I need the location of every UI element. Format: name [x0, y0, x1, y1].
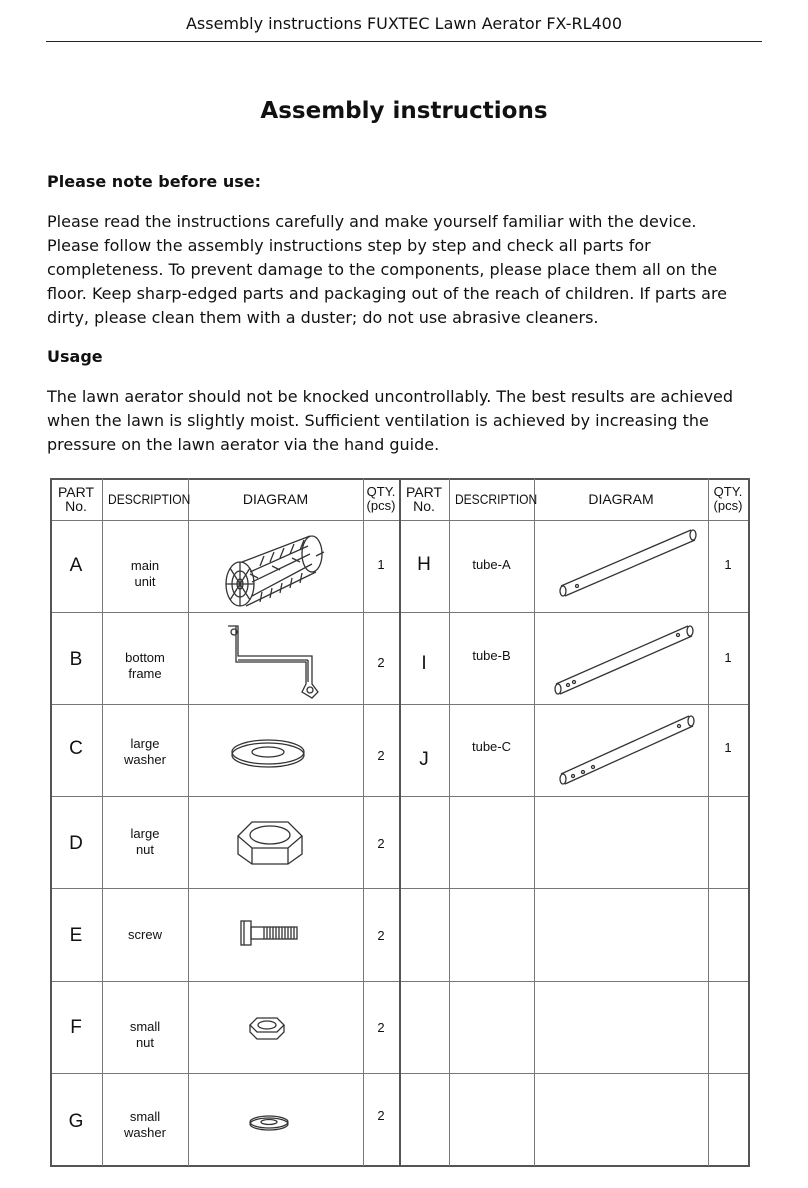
usage-heading: Usage	[47, 347, 103, 366]
part-g-qty: 2	[377, 1108, 385, 1123]
part-a-qty: 1	[377, 557, 385, 572]
part-h-qty: 1	[724, 557, 732, 572]
part-d-letter: D	[69, 833, 83, 854]
table-rule	[188, 478, 189, 1166]
header-rule	[46, 41, 762, 42]
part-a-description: main unit	[130, 558, 160, 589]
parts-table	[50, 478, 750, 1166]
usage-line: when the lawn is slightly moist. Sufficient ventilation is achieved by increasing the	[47, 411, 709, 430]
header-diagram: DIAGRAM	[588, 491, 654, 507]
part-g-description: small washer	[124, 1109, 166, 1140]
note-paragraph	[47, 210, 760, 330]
small-washer-diagram	[248, 1114, 290, 1134]
page-title: Assembly instructions	[260, 98, 548, 124]
usage-line: The lawn aerator should not be knocked uncontrollably. The best results are achieved	[47, 387, 734, 406]
table-rule	[534, 478, 535, 1166]
part-j-qty: 1	[724, 740, 732, 755]
part-d-description: large nut	[130, 826, 160, 857]
header-part: PART No.	[405, 484, 443, 514]
note-line: dirty, please clean them with a duster; do not use abrasive cleaners.	[47, 308, 599, 327]
table-rule	[363, 478, 364, 1166]
note-line: completeness. To prevent damage to the components, please place them all on the	[47, 260, 718, 279]
note-line: Please follow the assembly instructions step by step and check all parts for	[47, 236, 651, 255]
part-e-qty: 2	[377, 928, 385, 943]
part-d-qty: 2	[377, 836, 385, 851]
table-rule	[50, 478, 52, 1166]
part-j-letter: J	[419, 749, 429, 770]
part-h-letter: H	[417, 554, 431, 575]
part-i-qty: 1	[724, 650, 732, 665]
header-description: DESCRIPTION	[108, 491, 191, 507]
table-rule	[748, 478, 750, 1166]
header-diagram: DIAGRAM	[242, 491, 309, 507]
small-nut-diagram	[248, 1016, 286, 1042]
note-heading: Please note before use:	[47, 172, 261, 191]
part-f-qty: 2	[377, 1020, 385, 1035]
table-rule	[399, 478, 401, 1166]
part-b-letter: B	[69, 649, 83, 670]
bottom-frame-diagram	[222, 620, 332, 700]
header-qty: QTY. (pcs)	[713, 484, 743, 513]
tube-a-diagram	[555, 526, 699, 602]
part-f-letter: F	[70, 1017, 82, 1038]
part-b-qty: 2	[377, 655, 385, 670]
part-i-description: tube-B	[472, 648, 511, 663]
part-e-letter: E	[69, 925, 83, 946]
header-qty: QTY. (pcs)	[366, 484, 396, 513]
tube-c-diagram	[555, 712, 699, 790]
part-j-description: tube-C	[471, 739, 512, 754]
part-f-description: small nut	[129, 1019, 161, 1050]
part-a-letter: A	[69, 555, 83, 576]
part-c-qty: 2	[377, 748, 385, 763]
usage-line: pressure on the lawn aerator via the hand guide.	[47, 435, 440, 454]
aerator-roller-diagram	[220, 526, 330, 606]
large-washer-diagram	[230, 734, 306, 774]
part-g-letter: G	[68, 1111, 84, 1132]
header-part: PART No.	[57, 484, 95, 514]
note-line: floor. Keep sharp-edged parts and packaging out of the reach of children. If parts are	[47, 284, 728, 303]
large-nut-diagram	[236, 818, 306, 868]
header-description: DESCRIPTION	[454, 491, 538, 507]
page-header: Assembly instructions FUXTEC Lawn Aerator FX-RL400	[185, 14, 623, 33]
tube-b-diagram	[550, 620, 700, 702]
part-e-description: screw	[128, 927, 162, 942]
table-rule	[708, 478, 709, 1166]
note-line: Please read the instructions carefully and make yourself familiar with the device.	[47, 212, 697, 231]
part-c-description: large washer	[124, 736, 166, 767]
table-rule	[449, 478, 450, 1166]
part-h-description: tube-A	[472, 557, 511, 572]
part-c-letter: C	[69, 738, 83, 759]
screw-diagram	[240, 920, 300, 946]
part-i-letter: I	[421, 653, 427, 674]
part-b-description: bottom frame	[125, 650, 165, 681]
usage-paragraph	[47, 385, 760, 457]
